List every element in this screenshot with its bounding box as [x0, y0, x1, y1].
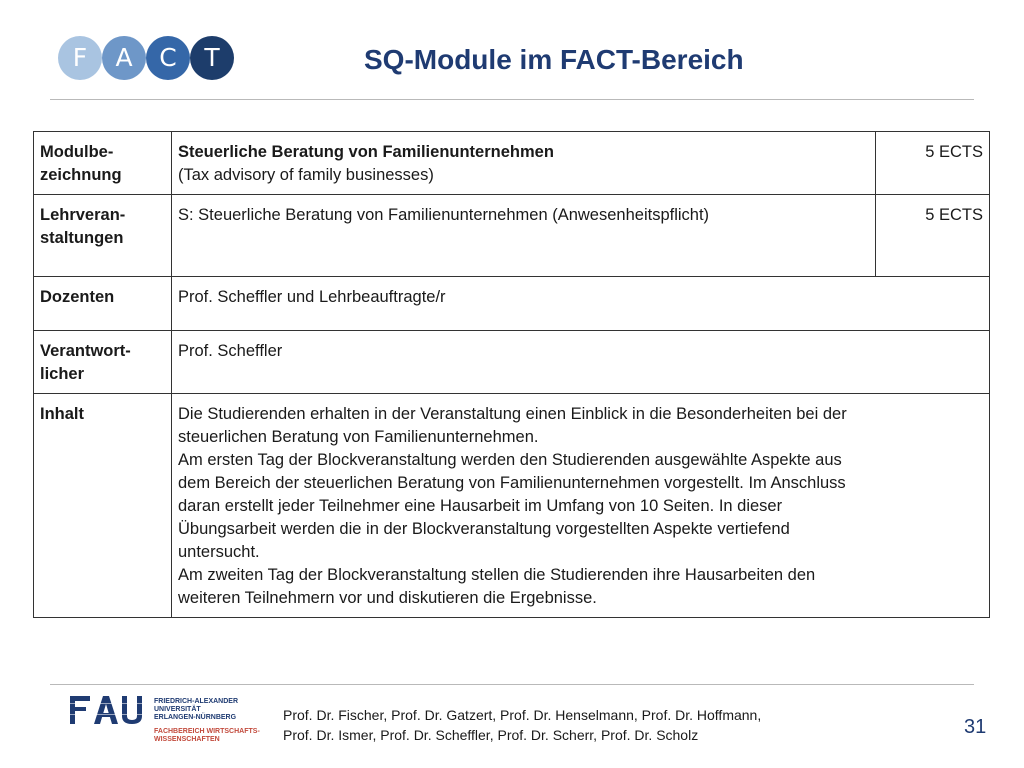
- row-label: Dozenten: [34, 277, 172, 331]
- fau-department-text: FACHBEREICH WIRTSCHAFTS-: [154, 728, 260, 735]
- module-table: [33, 131, 990, 618]
- table-row-verantwortlicher: [34, 331, 990, 394]
- fact-logo-letter-c: C: [146, 36, 190, 80]
- row-content: S: Steuerliche Beratung von Familienunternehmen (Anwesenheitspflicht): [172, 195, 876, 277]
- ects-value: 5 ECTS: [876, 195, 990, 277]
- row-content: Prof. Scheffler und Lehrbeauftragte/r: [172, 277, 990, 331]
- footer-divider: [50, 684, 974, 685]
- fact-logo-letter-f: F: [58, 36, 102, 80]
- fact-logo-letter-t: T: [190, 36, 234, 80]
- fau-logo-text: UNIVERSITÄT: [154, 706, 201, 713]
- row-label: Lehrveran- staltungen: [34, 195, 172, 277]
- row-content: Steuerliche Beratung von Familienunternehmen (Tax advisory of family businesses): [172, 132, 876, 195]
- row-content: Prof. Scheffler: [172, 331, 990, 394]
- ects-value: 5 ECTS: [876, 132, 990, 195]
- footer-professors: Prof. Dr. Fischer, Prof. Dr. Gatzert, Prof. Dr. Henselmann, Prof. Dr. Hoffmann, Prof. Dr. Ismer, Prof. Dr. Scheffler, Prof. Dr. Scherr, Prof. Dr. Scholz: [283, 707, 762, 743]
- table-row-inhalt: [34, 394, 990, 618]
- row-label: Modulbe- zeichnung: [34, 132, 172, 195]
- slide-title: SQ-Module im FACT-Bereich: [364, 44, 744, 75]
- table-row-dozenten: [34, 277, 990, 331]
- fact-logo-letter-a: A: [102, 36, 146, 80]
- header-divider: [50, 99, 974, 100]
- row-content: Die Studierenden erhalten in der Veranstaltung einen Einblick in die Besonderheiten bei der steuerlichen Beratung von Familienunternehmen. Am ersten Tag der Blockveranstaltung werden den Studierenden ausgewählte Aspekte aus dem Bereich der steuerlichen Beratung von Familienunternehmen vorgestellt. Im Anschluss daran erstellt jeder Teilnehmer eine Hausarbeit im Umfang von 10 Seiten. In dieser Übungsarbeit werden die in der Blockveranstaltung vorgestellten Aspekte vertiefend untersucht. Am zweiten Tag der Blockveranstaltung stellen die Studierenden ihre Hausarbeiten den weiteren Teilnehmern vor und diskutieren die Ergebnisse.: [172, 394, 990, 618]
- fau-department-text: WISSENSCHAFTEN: [154, 736, 220, 743]
- fau-logo-text: ERLANGEN-NÜRNBERG: [154, 714, 237, 721]
- fau-logo-text: FRIEDRICH-ALEXANDER: [154, 698, 238, 705]
- table-row-lehrveranstaltungen: [34, 195, 990, 277]
- fau-logo-mark: [70, 694, 150, 728]
- page-number: 31: [964, 716, 987, 738]
- table-row-modulbezeichnung: [34, 132, 990, 195]
- row-label: Verantwort- licher: [34, 331, 172, 394]
- row-label: Inhalt: [34, 394, 172, 618]
